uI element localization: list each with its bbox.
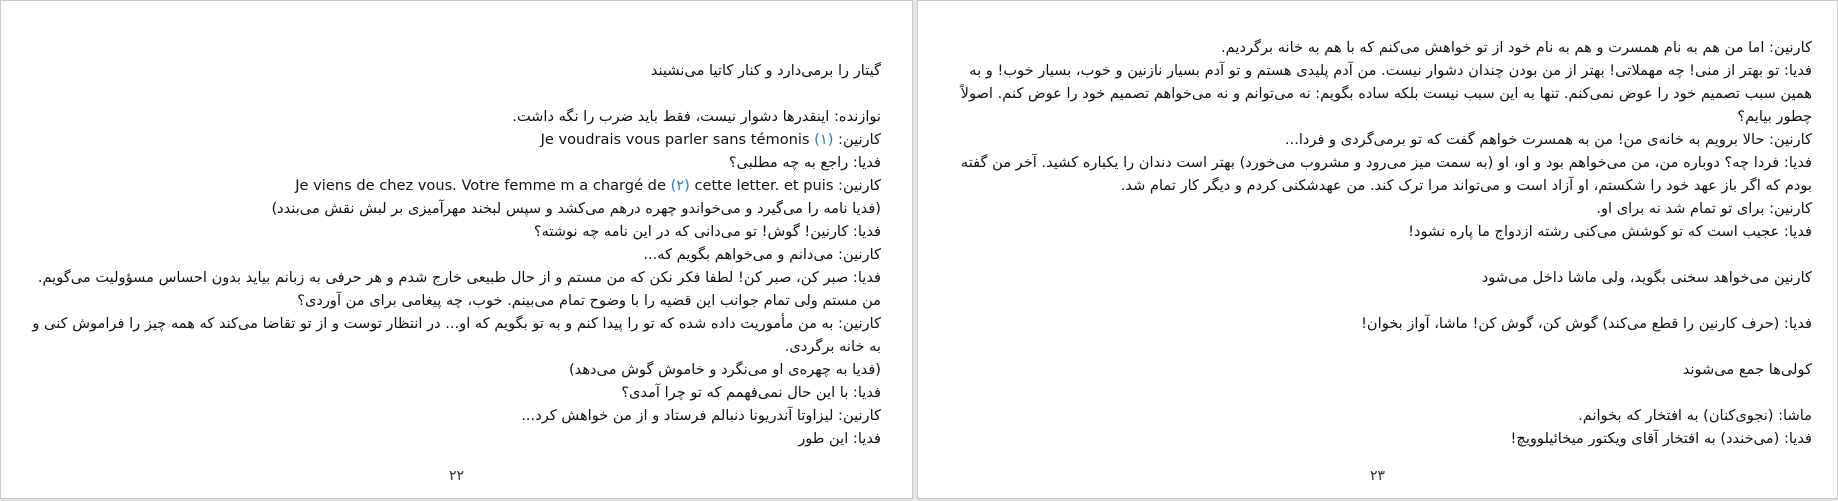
blank-line <box>946 289 1812 312</box>
dialogue-line: کارنین: می‌دانم و می‌خواهم بگویم که... <box>643 246 881 263</box>
dialogue-line: فدیا: عجیب است که تو کوشش می‌کنی رشته ازدواج ما پاره نشود! <box>1408 223 1812 240</box>
footnote-ref[interactable]: (۱) <box>814 131 834 148</box>
dialogue-line: فدیا: راجع به چه مطلبی؟ <box>728 154 881 171</box>
right-page <box>917 0 1838 499</box>
dialogue-line: کارنین: برای تو تمام شد نه برای او. <box>1596 200 1812 217</box>
latin-text-group <box>295 177 833 194</box>
dialogue-line: کارنین: به من مأموریت داده شده که تو را پیدا کنم و به تو بگویم که او... در انتظار توست و از تو تقاضا می‌کند که همه چیز را فراموش کنی و به خانه برگردی. <box>27 315 881 355</box>
left-page <box>0 0 913 499</box>
left-page-text <box>23 59 881 450</box>
latin-text: Je viens de chez vous. Votre femme m a chargé de <box>295 177 671 194</box>
footnote-ref[interactable]: (۲) <box>670 177 690 194</box>
dialogue-line: فدیا: تو بهتر از منی! چه مهملاتی! بهتر از من بودن چندان دشوار نیست. من آدم پلیدی هستم و تو آدم بسیار نازنین و خوب، بسیار خوب! و به همین سبب تصمیم خود را عوض نمی‌کنم. تنها به این سبب نیست بلکه ساده بگویم: نه می‌توانم و نه می‌خواهم تصمیم خود را عوض کنم. اصولاً چطور بیایم؟ <box>956 62 1812 125</box>
dialogue-line: فدیا: با این حال نمی‌فهمم که تو چرا آمدی؟ <box>621 384 881 401</box>
dialogue-line-footnoted <box>23 174 881 197</box>
blank-line <box>946 381 1812 404</box>
dialogue-line: فدیا: (می‌خندد) به افتخار آقای ویکتور میخائیلوویچ! <box>1510 430 1812 447</box>
right-page-text <box>946 36 1812 450</box>
blank-line <box>23 82 881 105</box>
dialogue-line: ماشا: (نجوی‌کنان) به افتخار که بخوانم. <box>1578 407 1812 424</box>
latin-text: Je voudrais vous parler sans témonis <box>540 131 815 148</box>
dialogue-line: فدیا: کارنین! گوش! تو می‌دانی که در این نامه چه نوشته؟ <box>533 223 881 240</box>
dialogue-line: فدیا: فردا چه؟ دوباره من، من می‌خواهم بود و او، او (به سمت میز می‌رود و مشروب می‌خورد) بهتر است دندان را یکباره کشید. آخر من گفته بودم که اگر باز عهد خود را شکستم، او آزاد است و می‌تواند مرا ترک کند. من عهدشکنی کردم و دیگر کار تمام شد. <box>956 154 1812 194</box>
dialogue-line-footnoted <box>23 128 881 151</box>
dialogue-line: کارنین: اما من هم به نام همسرت و هم به نام خود از تو خواهش می‌کنم که با هم به خانه برگردیم. <box>1221 39 1812 56</box>
stage-direction: (فدیا نامه را می‌گیرد و می‌خواندو چهره درهم می‌کشد و سپس لبخند مهرآمیزی بر لبش نقش می‌بندد) <box>271 200 881 217</box>
dialogue-line: نوازنده: اینقدرها دشوار نیست، فقط باید ضرب را نگه داشت. <box>512 108 881 125</box>
dialogue-line: فدیا: صبر کن، صبر کن! لطفا فکر نکن که من مستم و از حال طبیعی خارج شدم و هر حرفی به زبانم بیاید بدون احساس مسؤولیت می‌گویم. من مستم ولی تمام جوانب این قضیه را با وضوح تمام می‌بینم. خوب، چه پیغامی برای من آوردی؟ <box>33 269 881 309</box>
speaker-prefix: کارنین: <box>833 131 881 148</box>
stage-direction: کولی‌ها جمع می‌شوند <box>1682 361 1812 378</box>
dialogue-line: فدیا: این طور <box>798 430 881 447</box>
stage-direction: کارنین می‌خواهد سخنی بگوید، ولی ماشا داخل می‌شود <box>1481 269 1812 286</box>
page-number: ۲۲ <box>448 468 465 484</box>
stage-direction: (فدیا به چهره‌ی او می‌نگرد و خاموش گوش می‌دهد) <box>568 361 881 378</box>
blank-line <box>946 243 1812 266</box>
dialogue-line: کارنین: لیزاوتا آندریونا دنبالم فرستاد و از من خواهش کرد... <box>521 407 881 424</box>
dialogue-line: کارنین: حالا برویم به خانه‌ی من! من به همسرت خواهم گفت که تو برمی‌گردی و فردا... <box>1284 131 1812 148</box>
dialogue-line: فدیا: (حرف کارنین را قطع می‌کند) گوش کن، گوش کن! ماشا، آواز بخوان! <box>1361 315 1812 332</box>
blank-line <box>946 335 1812 358</box>
page-number: ۲۳ <box>1369 468 1386 484</box>
stage-direction: گیتار را برمی‌دارد و کنار کاتیا می‌نشیند <box>650 62 881 79</box>
speaker-prefix: کارنین: <box>833 177 881 194</box>
latin-text: cette letter. et puis <box>689 177 834 194</box>
